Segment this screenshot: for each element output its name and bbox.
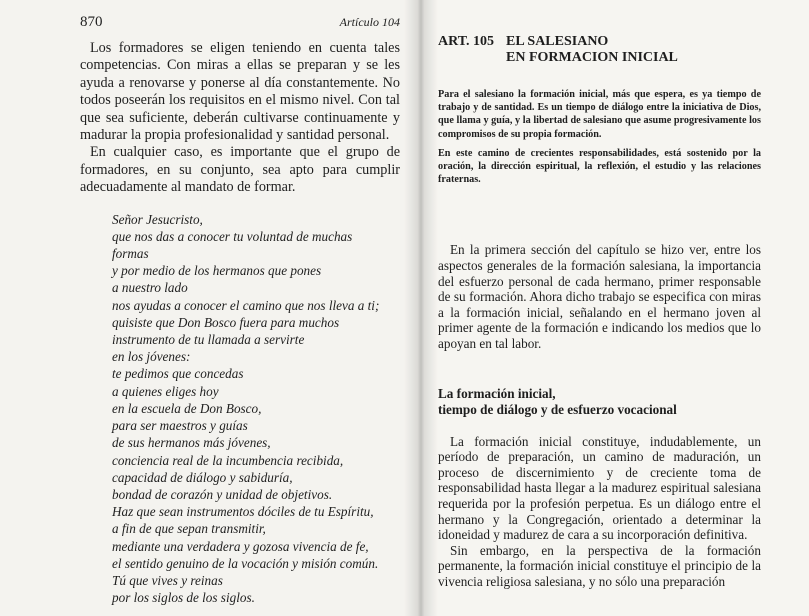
prayer-line: instrumento de tu llamada a servirte bbox=[112, 332, 305, 348]
prayer-line: para ser maestros y guías bbox=[112, 418, 248, 434]
article-heading bbox=[438, 34, 761, 66]
prayer-line: formas bbox=[112, 246, 149, 262]
left-paragraph: Los formadores se eligen teniendo en cuenta tales competencias. Con miras a ellas se preparan y se les ayuda a renovarse y ponerse al día constantemente. No todos poseerán los requisitos en el mismo nivel. Con tal que sea suficiente, deberán cultivarse continuamente y madurar la propia profesionalidad y santidad personal. bbox=[80, 40, 400, 144]
right-page bbox=[420, 0, 809, 616]
article-title-line: EN FORMACION INICIAL bbox=[506, 50, 678, 65]
article-title bbox=[506, 34, 678, 66]
prayer-line: mediante una verdadera y gozosa vivencia de fe, bbox=[112, 538, 369, 554]
prayer-line: en los jóvenes: bbox=[112, 349, 191, 365]
prayer-line: de sus hermanos más jóvenes, bbox=[112, 435, 271, 451]
prayer-line: por los siglos de los siglos. bbox=[112, 590, 255, 606]
book-gutter-shadow bbox=[404, 0, 438, 616]
article-title-line: EL SALESIANO bbox=[506, 34, 609, 49]
page-number: 870 bbox=[80, 14, 103, 30]
body-paragraph: La formación inicial constituye, indudablemente, un período de preparación, un camino de maduración, un proceso de discernimiento y de creciente toma de responsabilidad hasta llegar a la madurez espiritual salesiana requerida por la profesión perpetua. Es un diálogo entre el hermano y la Congregación, orientado a determinar la idoneidad y madurez de cara a su incorporación definitiva. bbox=[438, 433, 761, 543]
prayer-line: nos ayudas a conocer el camino que nos lleva a ti; bbox=[112, 297, 380, 313]
prayer-line: te pedimos que concedas bbox=[112, 366, 244, 382]
prayer-line: el sentido genuino de la vocación y misión común. bbox=[112, 555, 379, 571]
left-page-header bbox=[80, 14, 400, 32]
subheading-line: tiempo de diálogo y de esfuerzo vocacional bbox=[438, 401, 677, 417]
prayer-line: quisiste que Don Bosco fuera para muchos bbox=[112, 314, 340, 330]
prayer-line: a nuestro lado bbox=[112, 280, 188, 296]
prayer-line: a fin de que sepan transmitir, bbox=[112, 521, 266, 537]
subheading-line: La formación inicial, bbox=[438, 385, 556, 401]
running-head: Artículo 104 bbox=[339, 15, 400, 29]
left-paragraph: En cualquier caso, es importante que el grupo de formadores, en su conjunto, sea apto para cumplir adecuadamente al mandato de formar. bbox=[80, 144, 400, 196]
article-summary: Para el salesiano la formación inicial, más que espera, es ya tiempo de trabajo y de santidad. Es un tiempo de diálogo entre la iniciativa de Dios, que llama y guía, y la libertad de salesiano que asume progresivamente los compromisos de su propia formación. bbox=[438, 89, 761, 140]
prayer-line: Tú que vives y reinas bbox=[112, 572, 223, 588]
prayer bbox=[112, 211, 400, 607]
prayer-line: a quienes eliges hoy bbox=[112, 383, 219, 399]
body-paragraph: Sin embargo, en la perspectiva de la formación permanente, la formación inicial constituye el principio de la vivencia religiosa salesiana, y no sólo una preparación bbox=[438, 542, 761, 589]
article-number: ART. 105 bbox=[438, 34, 495, 49]
prayer-line: Señor Jesucristo, bbox=[112, 211, 203, 227]
prayer-line: y por medio de los hermanos que pones bbox=[112, 263, 322, 279]
intro-paragraph: En la primera sección del capítulo se hizo ver, entre los aspectos generales de la formación salesiana, la importancia del esfuerzo personal de cada hermano, primer responsable de su formación. Ahora dicho trabajo se especifica con miras a la formación inicial, señalando en el hermano joven al primer agente de la formación e indicando los medios que lo apoyan en tal labor. bbox=[438, 242, 761, 351]
prayer-line: que nos das a conocer tu voluntad de muchas bbox=[112, 228, 353, 244]
prayer-line: bondad de corazón y unidad de objetivos. bbox=[112, 486, 333, 502]
prayer-line: en la escuela de Don Bosco, bbox=[112, 400, 262, 416]
section-subheading bbox=[438, 386, 761, 418]
prayer-line: Haz que sean instrumentos dóciles de tu Espíritu, bbox=[112, 504, 374, 520]
prayer-line: conciencia real de la incumbencia recibida, bbox=[112, 452, 344, 468]
article-summary: En este camino de crecientes responsabilidades, está sostenido por la oración, la dirección espiritual, la reflexión, el estudio y las relaciones fraternas. bbox=[438, 147, 761, 186]
prayer-line: capacidad de diálogo y sabiduría, bbox=[112, 469, 293, 485]
